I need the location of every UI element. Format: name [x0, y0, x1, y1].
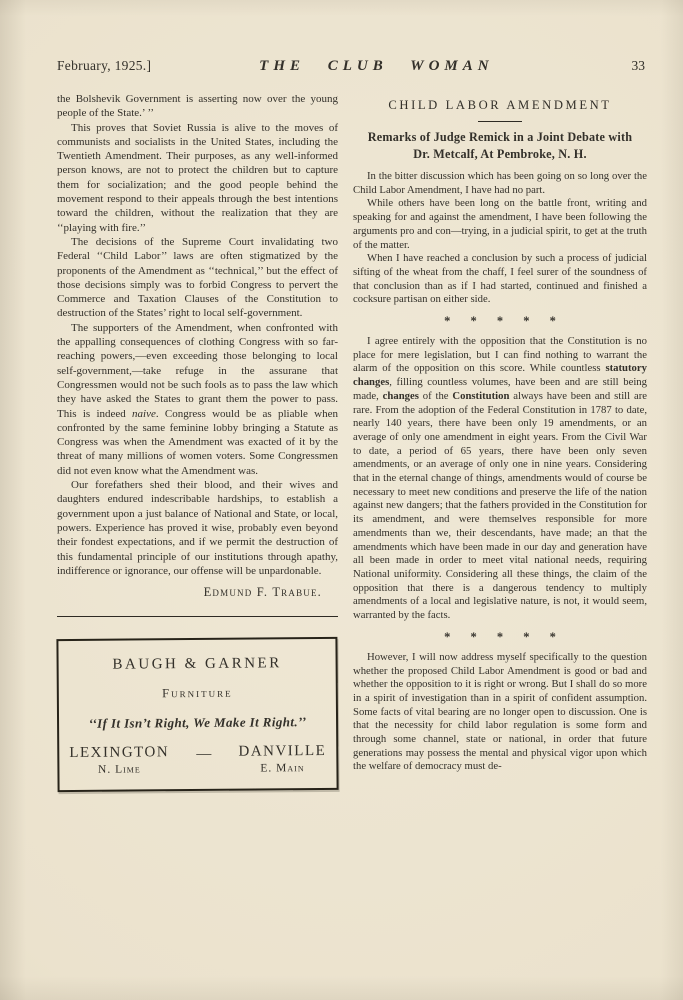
- text-segment: However, I will now address myself specifically to the question whether the proposed Child Labor Amendment is good or bad and whether the opposition to it is right or wrong. But I shall do so more in a spirit of investigation than in a spirit of confident assumption. Some facts of vital bearing are no longer open to discussion. One is that the necessity for child labor regulation is some form and through some channel, state or national, in order that future generations may possess the mental and physical vigor upon which the welfare of democracy must de-: [353, 650, 647, 773]
- text-segment: This proves that Soviet Russia is alive to the moves of communists and socialists in the United States, including the Twentieth Amendment. Their purposes, as any well-informed person knows, are not to protect the children but to capture them for socialization; and the good people behind the movement respond to their appeals through the best intentions toward the children, without the realization that they are ‘‘playing with fire.’’: [57, 121, 338, 234]
- ad-street-address: E. Main: [260, 762, 305, 775]
- paragraph: [353, 335, 647, 623]
- text-segment: I agree entirely with the opposition that the Constitution is no place for mere legislation, but I can find nothing to warrant the alarm of the opposition on this score. While countless: [353, 335, 647, 375]
- paragraph: [57, 478, 338, 578]
- paragraph: [353, 252, 647, 307]
- ad-locations-row: [67, 743, 328, 776]
- ad-slogan: ‘‘If It Isn’t Right, We Make It Right.’’: [88, 714, 307, 731]
- two-column-layout: [57, 92, 647, 791]
- ad-city-name: DANVILLE: [238, 743, 327, 760]
- paragraph: [353, 651, 647, 774]
- article-subtitle: Remarks of Judge Remick in a Joint Debate with Dr. Metcalf, At Pembroke, N. H.: [367, 130, 633, 161]
- right-column: [353, 92, 647, 791]
- text-segment: , filling countless volumes, have been and are still being made,: [353, 376, 647, 402]
- left-column: [57, 92, 338, 791]
- title-rule: [478, 121, 522, 122]
- section-divider-rule: [57, 616, 338, 617]
- asterisk-divider: * * * * *: [444, 314, 556, 329]
- text-segment: the Bolshevik Government is asserting now over the young people of the State.’ ’’: [57, 93, 338, 120]
- page-number: 33: [631, 58, 645, 73]
- text-segment: of the: [418, 389, 453, 402]
- advertisement-baugh-garner: [56, 637, 338, 792]
- ad-product-line: Furniture: [162, 685, 233, 701]
- text-segment: In the bitter discussion which has been going on so long over the Child Labor Amendment, I have had no part.: [353, 170, 647, 196]
- text-segment: naive: [132, 407, 156, 420]
- issue-date: February, 1925.]: [57, 58, 152, 73]
- text-segment: The supporters of the Amendment, when confronted with the appalling consequences of clothing Congress with so far-reaching powers,—even exceeding those belonging to local self-government,—take refuge in the assurane that Congressmen would not be such fools as to pass the law which they have asked the States to grant them the power to pass. This is indeed: [57, 321, 338, 420]
- ad-location-lexington: [69, 744, 169, 776]
- text-segment: Constitution: [452, 389, 510, 402]
- paragraph: [57, 235, 338, 321]
- text-segment: The decisions of the Supreme Court invalidating two Federal ‘‘Child Labor’’ laws are often stigmatized by the proponents of the Amendment as ‘‘technical,’’ but the effect of those decisions simply was to forbid Congress to pervert the Commerce and Taxation Clauses of the Constitution to destruction of the States’ right to local self-government.: [57, 235, 338, 320]
- text-segment: . Congress would be as pliable when confronted by the same feminine lobby bringing a Statute as Congress was when the Amendment was exacted of it by the threat of many millions of women voters. Some Congressmen did not even know what the Amendment was.: [57, 407, 339, 477]
- text-segment: When I have reached a conclusion by such a process of judicial sifting of the wheat from the chaff, I feel surer of the soundness of that conclusion than as if I had started, continued and finished a cocksure partisan on either side.: [353, 252, 647, 306]
- article-title: CHILD LABOR AMENDMENT: [388, 98, 612, 112]
- right-article-body: [353, 170, 647, 774]
- ad-location-danville: [238, 743, 326, 775]
- paragraph: [353, 197, 647, 252]
- text-segment: While others have been long on the battle front, writing and speaking for and against the amendment, I have been following the arguments pro and con—trying, in a judicial spirit, to get at the truth of the matter.: [353, 197, 647, 251]
- masthead-title: THE CLUB WOMAN: [259, 58, 494, 74]
- author-signature: Edmund F. Trabue.: [203, 585, 322, 600]
- paragraph: [353, 170, 647, 197]
- text-segment: statutory changes: [353, 362, 647, 389]
- paragraph: [57, 321, 338, 478]
- ad-company-name: BAUGH & GARNER: [112, 655, 282, 673]
- ad-dash-separator: —: [196, 745, 212, 763]
- ad-city-name: LEXINGTON: [69, 744, 170, 762]
- left-article-body: [57, 92, 338, 578]
- paragraph: [57, 121, 338, 235]
- page-header: [57, 58, 645, 75]
- text-segment: changes: [382, 389, 419, 402]
- text-segment: always have been and still are rare. From the adoption of the Federal Constitution in 1787 to date, nearly 140 years, there have been only 19 amendments, or an average of only one amendment in eight years. From the Civil War to date, a period of 65 years, there have been only seven amendments, or an average of only one in nine years. Considering that in the eternal change of things, amendments would of course be necessary to meet new conditions and preserve the life of the nation against new dangers; that the fathers provided in the Constitution for its amendment, and were themselves responsible for more amendments than we, their descendants, have made; an that the amendments which have been made in our day and generation have all been made in order to meet vital national needs, requiring National uniformity. Considering all these things, the claim of the opposition that there is a dangerous tendency to multiply amendments of a local and legislative nature, is not, it would seem, warranted by the facts.: [353, 389, 647, 622]
- asterisk-divider: * * * * *: [444, 629, 556, 644]
- paragraph: [57, 92, 338, 121]
- text-segment: Our forefathers shed their blood, and their wives and daughters endured indescribable hardships, to establish a government upon a just balance of National and State, or local, powers. Experience has proved it wise, probably even beyond their fondest expectations, and if we permit the destruction of this fundamental principle of our institutions through apathy, indifference or ignorance, our offense will be unpardonable.: [57, 479, 338, 577]
- ad-street-address: N. Lime: [97, 763, 141, 776]
